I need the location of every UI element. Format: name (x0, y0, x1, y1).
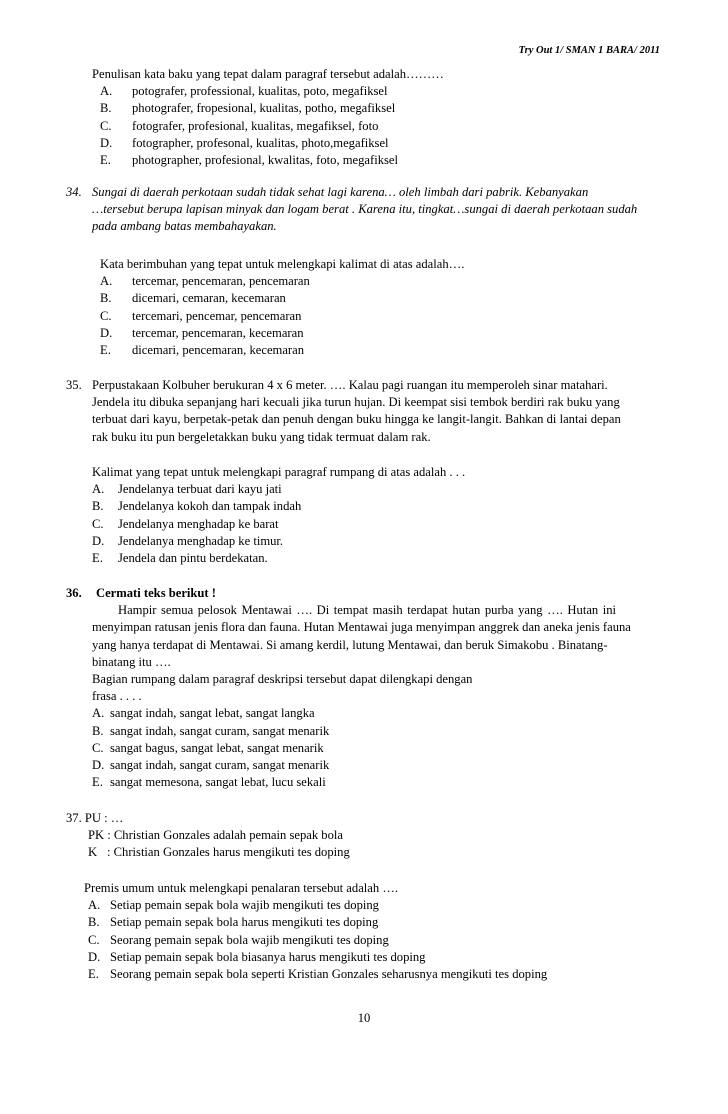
passage-line (66, 394, 662, 411)
option-text: Jendela dan pintu berdekatan. (118, 550, 268, 565)
option-letter: E. (88, 966, 99, 981)
option-letter: B. (92, 499, 104, 514)
passage-text: binatang itu …. (92, 654, 171, 669)
option-letter: E. (100, 152, 111, 167)
premise-pk (66, 827, 662, 844)
option-letter: A. (92, 706, 105, 721)
option-d (66, 533, 662, 550)
option-text: sangat indah, sangat lebat, sangat langka (110, 706, 315, 721)
option-letter: B. (92, 723, 104, 738)
passage-text: …tersebut berupa lapisan minyak dan logam berat . Karena itu, tingkat…sungai di daerah perkotaan sudah (92, 202, 638, 217)
question-stem (66, 671, 662, 688)
question-stem (66, 880, 662, 897)
option-b (66, 723, 662, 740)
option-e (66, 774, 662, 791)
option-text: sangat memesona, sangat lebat, lucu sekali (110, 775, 326, 790)
option-text: sangat bagus, sangat lebat, sangat menarik (110, 740, 324, 755)
question-number: 37. PU : … (66, 811, 124, 825)
option-b (66, 100, 662, 117)
option-a (66, 83, 662, 100)
premise-pu (66, 810, 662, 827)
question-36 (66, 585, 662, 791)
option-text: tercemar, pencemaran, pencemaran (132, 274, 310, 289)
passage-line (66, 619, 662, 636)
option-text: dicemari, pencemaran, kecemaran (132, 342, 305, 357)
option-text: potografer, professional, kualitas, poto, megafiksel (132, 84, 388, 99)
option-a (66, 897, 662, 914)
question-34 (66, 184, 662, 236)
option-text: dicemari, cemaran, kecemaran (132, 291, 286, 306)
option-c (66, 118, 662, 135)
option-letter: D. (92, 533, 105, 548)
question-37-options (66, 880, 662, 983)
question-33 (66, 66, 662, 169)
option-d (66, 325, 662, 342)
question-35 (66, 377, 662, 446)
option-text: Seorang pemain sepak bola wajib mengikuti tes doping (110, 932, 389, 947)
option-letter: D. (92, 757, 105, 772)
stem-text: Penulisan kata baku yang tepat dalam paragraf tersebut adalah……… (92, 67, 444, 81)
option-letter: A. (92, 482, 105, 497)
passage-text: Hampir semua pelosok Mentawai …. Di tempat masih terdapat hutan purba yang …. Hutan ini (118, 603, 617, 618)
option-e (66, 966, 662, 983)
passage-line (66, 429, 662, 446)
option-d (66, 135, 662, 152)
option-text: fotographer, profesonal, kualitas, photo,megafiksel (132, 135, 389, 150)
option-letter: C. (92, 740, 104, 755)
option-letter: B. (100, 291, 112, 306)
option-b (66, 290, 662, 307)
option-text: sangat indah, sangat curam, sangat menarik (110, 723, 330, 738)
option-c (66, 932, 662, 949)
stem-text: Bagian rumpang dalam paragraf deskripsi tersebut dapat dilengkapi dengan (92, 671, 473, 686)
option-letter: C. (100, 118, 112, 133)
option-c (66, 516, 662, 533)
option-c (66, 308, 662, 325)
option-text: fotografer, profesional, kualitas, megafiksel, foto (132, 118, 379, 133)
question-title: Cermati teks berikut ! (96, 586, 216, 600)
option-text: sangat indah, sangat curam, sangat menarik (110, 757, 330, 772)
passage-line (66, 637, 662, 654)
option-letter: D. (100, 325, 113, 340)
premise-text: PK : Christian Gonzales adalah pemain sepak bola (88, 828, 343, 843)
option-letter: B. (88, 915, 100, 930)
option-a (66, 273, 662, 290)
option-letter: C. (100, 308, 112, 323)
passage-line (66, 377, 662, 394)
passage-text: yang hanya terdapat di Mentawai. Si amang kerdil, lutung Mentawai, dan beruk Simakobu . Binatang- (92, 637, 608, 652)
option-a (66, 705, 662, 722)
conclusion-text: : Christian Gonzales harus mengikuti tes doping (107, 845, 350, 860)
option-text: photografer, fropesional, kualitas, potho, megafiksel (132, 101, 396, 116)
option-text: Jendelanya menghadap ke barat (118, 516, 279, 531)
question-34-options (66, 256, 662, 359)
question-stem (66, 66, 662, 83)
option-text: Jendelanya terbuat dari kayu jati (118, 482, 282, 497)
option-text: Setiap pemain sepak bola biasanya harus mengikuti tes doping (110, 949, 426, 964)
option-e (66, 550, 662, 567)
option-letter: A. (100, 84, 113, 99)
page-number: 10 (357, 1011, 371, 1025)
question-stem (66, 464, 662, 481)
option-letter: A. (88, 898, 101, 913)
question-stem (66, 688, 662, 705)
passage-line (66, 218, 662, 235)
passage-text: menyimpan ratusan jenis flora dan fauna. Hutan Mentawai juga menyimpan anggrek dan aneka jenis fauna (92, 620, 631, 635)
option-letter: D. (100, 135, 113, 150)
option-text: Setiap pemain sepak bola harus mengikuti tes doping (110, 915, 379, 930)
option-letter: A. (100, 274, 113, 289)
option-text: tercemari, pencemar, pencemaran (132, 308, 302, 323)
passage-line (66, 184, 662, 201)
option-letter: C. (92, 516, 104, 531)
option-b (66, 498, 662, 515)
option-letter: E. (92, 550, 103, 565)
option-d (66, 949, 662, 966)
question-number: 36. (66, 586, 82, 600)
option-letter: D. (88, 949, 101, 964)
option-letter: C. (88, 932, 100, 947)
passage-text: rak buku itu pun bergeletakkan buku yang tidak termuat dalam rak. (92, 429, 431, 444)
page-header: Try Out 1/ SMAN 1 BARA/ 2011 (518, 45, 660, 56)
option-a (66, 481, 662, 498)
option-text: Setiap pemain sepak bola wajib mengikuti tes doping (110, 898, 379, 913)
passage-text: terbuat dari kayu, berpetak-petak dan penuh dengan buku hingga ke langit-langit. Bahkan di lantai depan (92, 412, 621, 427)
option-letter: B. (100, 101, 112, 116)
option-e (66, 342, 662, 359)
passage-line (66, 654, 662, 671)
option-text: Jendelanya menghadap ke timur. (118, 533, 284, 548)
passage-text: Sungai di daerah perkotaan sudah tidak sehat lagi karena… oleh limbah dari pabrik. Kebanyakan (92, 185, 589, 199)
stem-text: Kata berimbuhan yang tepat untuk melengkapi kalimat di atas adalah…. (100, 257, 465, 271)
option-letter: E. (92, 775, 103, 790)
passage-line (66, 201, 662, 218)
question-number: 35. (66, 378, 82, 392)
question-stem (66, 256, 662, 273)
stem-text: Kalimat yang tepat untuk melengkapi paragraf rumpang di atas adalah . . . (92, 465, 466, 479)
question-35-options (66, 464, 662, 567)
question-37 (66, 810, 662, 862)
conclusion-k (66, 844, 662, 861)
stem-text: frasa . . . . (92, 689, 142, 704)
passage-line (66, 411, 662, 428)
passage-text: pada ambang batas membahayakan. (92, 219, 277, 234)
passage-line (66, 602, 662, 619)
option-d (66, 757, 662, 774)
option-text: tercemar, pencemaran, kecemaran (132, 325, 304, 340)
option-text: Seorang pemain sepak bola seperti Kristian Gonzales seharusnya mengikuti tes doping (110, 966, 548, 981)
option-c (66, 740, 662, 757)
option-letter: E. (100, 342, 111, 357)
question-title-row (66, 585, 662, 602)
option-b (66, 914, 662, 931)
passage-text: Jendela itu dibuka sepanjang hari kecuali jika turun hujan. Di keempat sisi tembok berdiri rak buku yang (92, 395, 620, 410)
option-text: photographer, profesional, kwalitas, foto, megafiksel (132, 152, 398, 167)
conclusion-label: K (88, 845, 98, 860)
option-e (66, 152, 662, 169)
question-number: 34. (66, 185, 82, 199)
option-text: Jendelanya kokoh dan tampak indah (118, 499, 302, 514)
passage-text: Perpustakaan Kolbuher berukuran 4 x 6 meter. …. Kalau pagi ruangan itu memperoleh sinar matahari. (92, 378, 608, 392)
stem-text: Premis umum untuk melengkapi penalaran tersebut adalah …. (84, 881, 399, 895)
